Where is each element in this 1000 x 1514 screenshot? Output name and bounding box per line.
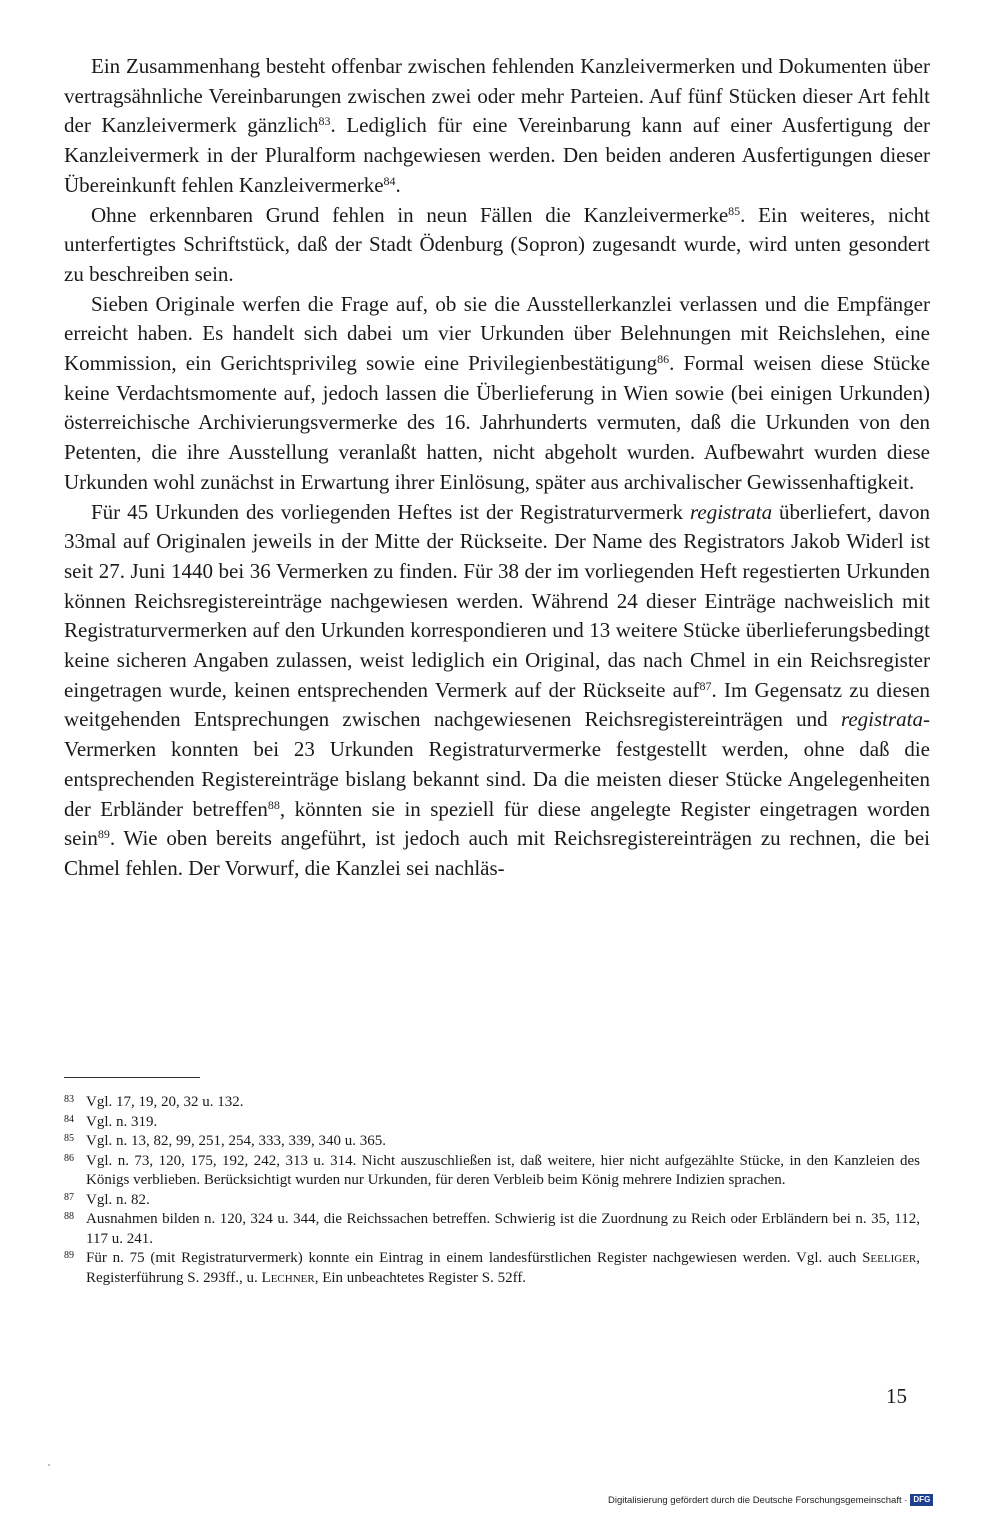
author-name: Lechner <box>261 1269 315 1286</box>
footnote-ref-86[interactable]: 86 <box>657 352 670 367</box>
footnote-86 <box>64 1152 920 1191</box>
text-span: Für 45 Urkunden des vorliegenden Heftes ist der Registraturvermerk <box>91 499 691 524</box>
footnote-ref-89[interactable]: 89 <box>97 827 110 842</box>
paragraph-3 <box>64 290 930 498</box>
footnote-text <box>86 1249 920 1288</box>
italic-term: registrata <box>840 707 923 732</box>
text-span: , Registerführung S. 293ff., u. <box>86 1250 920 1286</box>
footnote-ref-83[interactable]: 83 <box>318 114 331 129</box>
text-span: -Vermerken konnten bei 23 Urkunden Registraturvermerke festgestellt werden, ohne daß die entsprechenden Registereinträge bislang bekannt sind. Da die meisten dieser Stücke Angelegenheiten der Erbländer betreffen <box>64 707 930 821</box>
text-span: Ein Zusammenhang besteht offenbar zwischen fehlenden Kanzleivermerken und Dokumenten über vertragsähnliche Vereinbarungen zwischen zwei oder mehr Parteien. Auf fünf Stücken dieser Art fehlt der Kanzleivermerk gänzlich <box>64 54 930 138</box>
footnote-ref-87[interactable]: 87 <box>699 678 712 693</box>
footnote-number: 88 <box>64 1211 74 1222</box>
paragraph-1 <box>64 52 930 201</box>
footnote-ref-84[interactable]: 84 <box>383 173 396 188</box>
credit-text: Digitalisierung gefördert durch die Deutsche Forschungsgemeinschaft · <box>608 1494 908 1506</box>
text-span: . Wie oben bereits angeführt, ist jedoch auch mit Reichsregistereinträgen zu rechnen, die bei Chmel fehlen. Der Vorwurf, die Kanzlei sei nachläs- <box>64 826 930 880</box>
footnote-text: Vgl. n. 82. <box>86 1191 150 1208</box>
footnote-text: Vgl. n. 13, 82, 99, 251, 254, 333, 339, 340 u. 365. <box>86 1133 386 1149</box>
main-text <box>64 52 930 884</box>
footnote-text: Ausnahmen bilden n. 120, 324 u. 344, die Reichssachen betreffen. Schwierig ist die Zuordnung zu Reich oder Erbländern bei n. 35, 112, 117 u. 241. <box>86 1211 920 1247</box>
author-name: Seeliger <box>862 1250 917 1266</box>
text-span: , Ein unbeachtetes Register S. 52ff. <box>314 1269 527 1286</box>
text-span: . Lediglich für eine Vereinbarung kann auf einer Ausfertigung der Kanzleivermerk in der Pluralform nachgewiesen werden. Den beiden anderen Ausfertigungen dieser Übereinkunft fehlen Kanzleivermerke <box>64 113 931 197</box>
digitization-credit <box>608 1494 933 1506</box>
footnote-text: Vgl. 17, 19, 20, 32 u. 132. <box>86 1094 244 1110</box>
footnote-text: Vgl. n. 73, 120, 175, 192, 242, 313 u. 314. Nicht auszuschließen ist, daß weitere, hier nicht aufgezählte Stücke, in den Kanzleien des Königs verblieben. Berücksichtigt wurden nur Urkunden, für deren Verbleib beim König mehrere Indizien sprachen. <box>86 1152 920 1188</box>
footnote-89 <box>64 1249 920 1288</box>
text-span: . Formal weisen diese Stücke keine Verdachtsmomente auf, jedoch lassen die Überlieferung in Wien sowie (bei einigen Urkunden) österreichische Archivierungsvermerke des 16. Jahrhunderts vermuten, daß die Urkunden von den Petenten, die ihre Ausstellung veranlaßt hatten, nicht abgeholt wurden. Aufbewahrt wurden diese Urkunden wohl zunächst in Erwartung ihrer Einlösung, später aus archivalischer Gewissenhaftigkeit. <box>64 351 931 494</box>
footnote-text: Vgl. n. 319. <box>86 1113 158 1130</box>
footnote-84 <box>64 1113 920 1133</box>
text-span: . Ein weiteres, nicht unterfertigtes Schriftstück, daß der Stadt Ödenburg (Sopron) zugesandt wurde, wird unten gesondert zu beschreiben sein. <box>64 202 930 286</box>
dfg-logo-icon: DFG <box>910 1494 933 1506</box>
scan-speck <box>48 1464 50 1466</box>
footnote-83 <box>64 1093 920 1113</box>
footnote-number: 85 <box>64 1133 74 1144</box>
text-span: Ohne erkennbaren Grund fehlen in neun Fällen die Kanzleivermerke <box>91 202 729 227</box>
footnote-number: 87 <box>64 1191 74 1203</box>
footnote-ref-88[interactable]: 88 <box>267 797 280 812</box>
footnotes <box>64 1093 920 1288</box>
text-span: . Im Gegensatz zu diesen weitgehenden Entsprechungen zwischen nachgewiesenen Reichsregistereinträgen und <box>64 677 930 732</box>
text-span: Für n. 75 (mit Registraturvermerk) konnte ein Eintrag in einem landesfürstlichen Register nachgewiesen werden. Vgl. auch <box>86 1250 863 1266</box>
text-span: überliefert, davon 33mal auf Originalen jeweils in der Mitte der Rückseite. Der Name des Registrators Jakob Widerl ist seit 27. Juni 1440 bei 36 Vermerken zu finden. Für 38 der im vorliegenden Heft regestierten Urkunden können Reichsregistereinträge nachgewiesen werden. Während 24 dieser Einträge nachweislich mit Registraturvermerken auf den Urkunden korrespondieren und 13 weitere Stücke überlieferungsbedingt keine sicheren Angaben zulassen, weist lediglich ein Original, das nach Chmel in ein Reichsregister eingetragen wurde, keinen entsprechenden Vermerk auf der Rückseite auf <box>64 499 930 702</box>
text-span: . <box>395 172 401 197</box>
footnote-number: 84 <box>64 1113 74 1125</box>
text-span: , könnten sie in speziell für diese angelegte Register eingetragen worden sein <box>64 796 930 851</box>
text-span: Sieben Originale werfen die Frage auf, ob sie die Ausstellerkanzlei verlassen und die Empfänger erreicht haben. Es handelt sich dabei um vier Urkunden über Belehnungen mit Reichslehen, eine Kommission, ein Gerichtsprivileg sowie eine Privilegienbestätigung <box>64 291 930 376</box>
footnote-separator <box>64 1077 200 1078</box>
footnote-number: 83 <box>64 1094 74 1105</box>
footnote-ref-85[interactable]: 85 <box>728 203 741 218</box>
italic-term: registrata <box>690 499 773 524</box>
footnote-85 <box>64 1132 920 1152</box>
paragraph-4 <box>64 498 930 884</box>
paragraph-2 <box>64 201 930 290</box>
footnote-87 <box>64 1191 920 1211</box>
page-number: 15 <box>886 1384 907 1408</box>
footnote-88 <box>64 1210 920 1249</box>
footnote-number: 89 <box>64 1250 74 1261</box>
footnote-number: 86 <box>64 1152 74 1164</box>
